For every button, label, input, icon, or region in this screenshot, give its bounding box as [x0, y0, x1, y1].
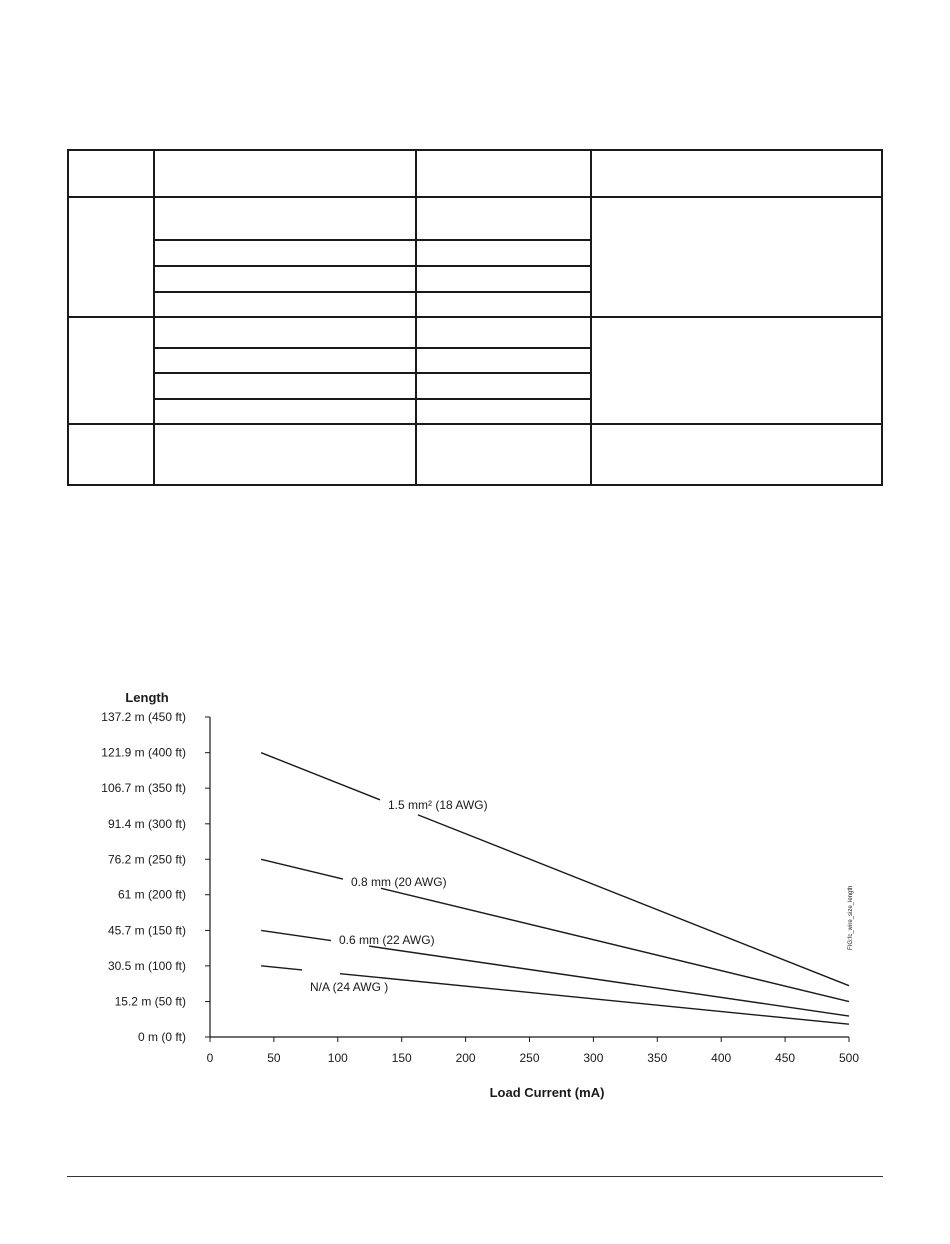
- y-tick-label: 15.2 m (50 ft): [114, 994, 186, 1009]
- series-line-1: [261, 753, 380, 800]
- x-tick-label: 300: [583, 1051, 604, 1065]
- y-tick-label: 137.2 m (450 ft): [101, 710, 186, 724]
- x-tick-label: 0: [206, 1051, 214, 1065]
- wiring-table: [67, 149, 883, 486]
- series-line-2: [261, 859, 343, 879]
- series-line-1: [418, 815, 849, 986]
- x-tick-label: 450: [775, 1051, 796, 1065]
- figure-tag: FIG:fc_wire_size_length: [848, 885, 854, 950]
- y-tick-label: 76.2 m (250 ft): [107, 852, 186, 867]
- series-line-3: [261, 930, 331, 940]
- x-tick-label: 50: [267, 1051, 281, 1065]
- series-label-4: N/A (24 AWG ): [310, 980, 389, 994]
- y-axis-title: Length: [125, 690, 169, 705]
- x-tick-label: 400: [711, 1051, 732, 1065]
- x-axis-title: Load Current (mA): [489, 1085, 605, 1100]
- series-label-3: 0.6 mm (22 AWG): [339, 933, 435, 947]
- series-line-4: [261, 966, 302, 970]
- x-tick-label: 250: [519, 1051, 540, 1065]
- series-label-1: 1.5 mm² (18 AWG): [388, 798, 488, 812]
- y-tick-label: 30.5 m (100 ft): [107, 958, 186, 973]
- y-tick-label: 91.4 m (300 ft): [107, 816, 186, 831]
- x-tick-label: 350: [647, 1051, 668, 1065]
- series-label-2: 0.8 mm (20 AWG): [351, 875, 447, 889]
- chart-plot-area: [101, 690, 859, 1100]
- y-tick-label: 106.7 m (350 ft): [101, 781, 186, 796]
- y-tick-label: 45.7 m (150 ft): [107, 923, 186, 938]
- x-tick-label: 200: [455, 1051, 476, 1065]
- y-tick-label: 0 m (0 ft): [137, 1030, 186, 1044]
- x-tick-label: 500: [838, 1051, 860, 1065]
- x-tick-label: 150: [391, 1051, 412, 1065]
- wire-length-chart: [0, 680, 950, 1120]
- y-tick-label: 121.9 m (400 ft): [101, 745, 186, 760]
- y-tick-label: 61 m (200 ft): [117, 887, 186, 902]
- x-tick-label: 100: [327, 1051, 348, 1065]
- series-line-4: [340, 974, 849, 1024]
- footer-rule: [67, 1176, 883, 1177]
